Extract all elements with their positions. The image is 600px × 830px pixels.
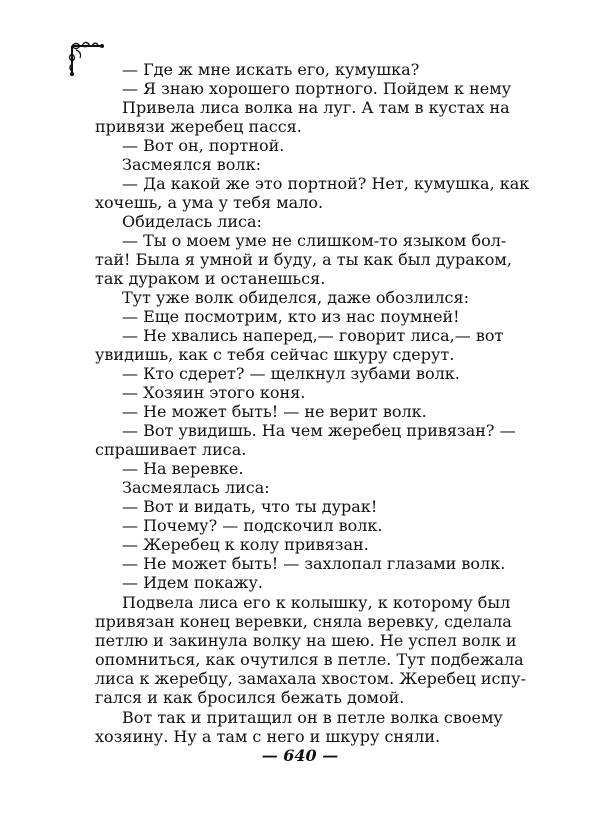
text-line: — Да какой же это портной? Нет, кумушка, как: [122, 174, 530, 193]
text-line: гался и как бросился бежать домой.: [95, 688, 405, 707]
text-line: так дураком и останешься.: [95, 269, 326, 288]
text-line: — Идем покажу.: [122, 573, 263, 592]
text-line: Вот так и притащил он в петле волка своему: [122, 708, 503, 727]
text-line: — Почему? — подскочил волк.: [122, 516, 383, 535]
text-line: — Где ж мне искать его, кумушка?: [122, 60, 420, 79]
text-line: — Не хвались наперед,— говорит лиса,— вот: [122, 326, 504, 345]
text-line: Обиделась лиса:: [122, 212, 262, 231]
text-line: — Вот и видать, что ты дурак!: [122, 497, 378, 516]
text-line: — Хозяин этого коня.: [122, 383, 306, 402]
text-line: петлю и закинула волку на шею. Не успел волк и: [95, 631, 517, 650]
text-line: Засмеялся волк:: [122, 155, 261, 174]
text-line: хочешь, а ума у тебя мало.: [95, 193, 324, 212]
text-line: лиса к жеребцу, замахала хвостом. Жеребец испу-: [95, 669, 526, 688]
text-line: — Вот он, портной.: [122, 136, 285, 155]
text-line: — Не может быть! — захлопал глазами волк.: [122, 554, 506, 573]
text-line: Подвела лиса его к колышку, к которому был: [122, 593, 511, 612]
text-line: — Ты о моем уме не слишком-то языком бол-: [122, 231, 507, 250]
text-line: — Не может быть! — не верит волк.: [122, 402, 427, 421]
text-line: хозяину. Ну а там с него и шкуру сняли.: [95, 727, 441, 746]
text-line: — Вот увидишь. На чем жеребец привязан? —: [122, 421, 516, 440]
story-text: [95, 60, 530, 746]
text-line: привязан конец веревки, сняла веревку, сделала: [95, 612, 512, 631]
text-line: — Еще посмотрим, кто из нас поумней!: [122, 307, 460, 326]
text-line: тай! Была я умной и буду, а ты как был дураком,: [95, 250, 512, 269]
text-line: Засмеялась лиса:: [122, 478, 270, 497]
text-line: привязи жеребец пасся.: [95, 117, 302, 136]
text-line: — Жеребец к колу привязан.: [122, 535, 369, 554]
text-line: — Кто сдерет? — щелкнул зубами волк.: [122, 364, 460, 383]
text-line: увидишь, как с тебя сейчас шкуру сдерут.: [95, 345, 455, 364]
text-line: — На веревке.: [122, 459, 244, 478]
text-line: спрашивает лиса.: [95, 440, 247, 459]
text-line: Тут уже волк обиделся, даже обозлился:: [122, 288, 469, 307]
text-line: — Я знаю хорошего портного. Пойдем к нему: [122, 79, 512, 98]
text-line: опомниться, как очутился в петле. Тут подбежала: [95, 650, 524, 669]
text-line: Привела лиса волка на луг. А там в кустах на: [122, 98, 510, 117]
page-number: — 640 —: [261, 746, 339, 765]
